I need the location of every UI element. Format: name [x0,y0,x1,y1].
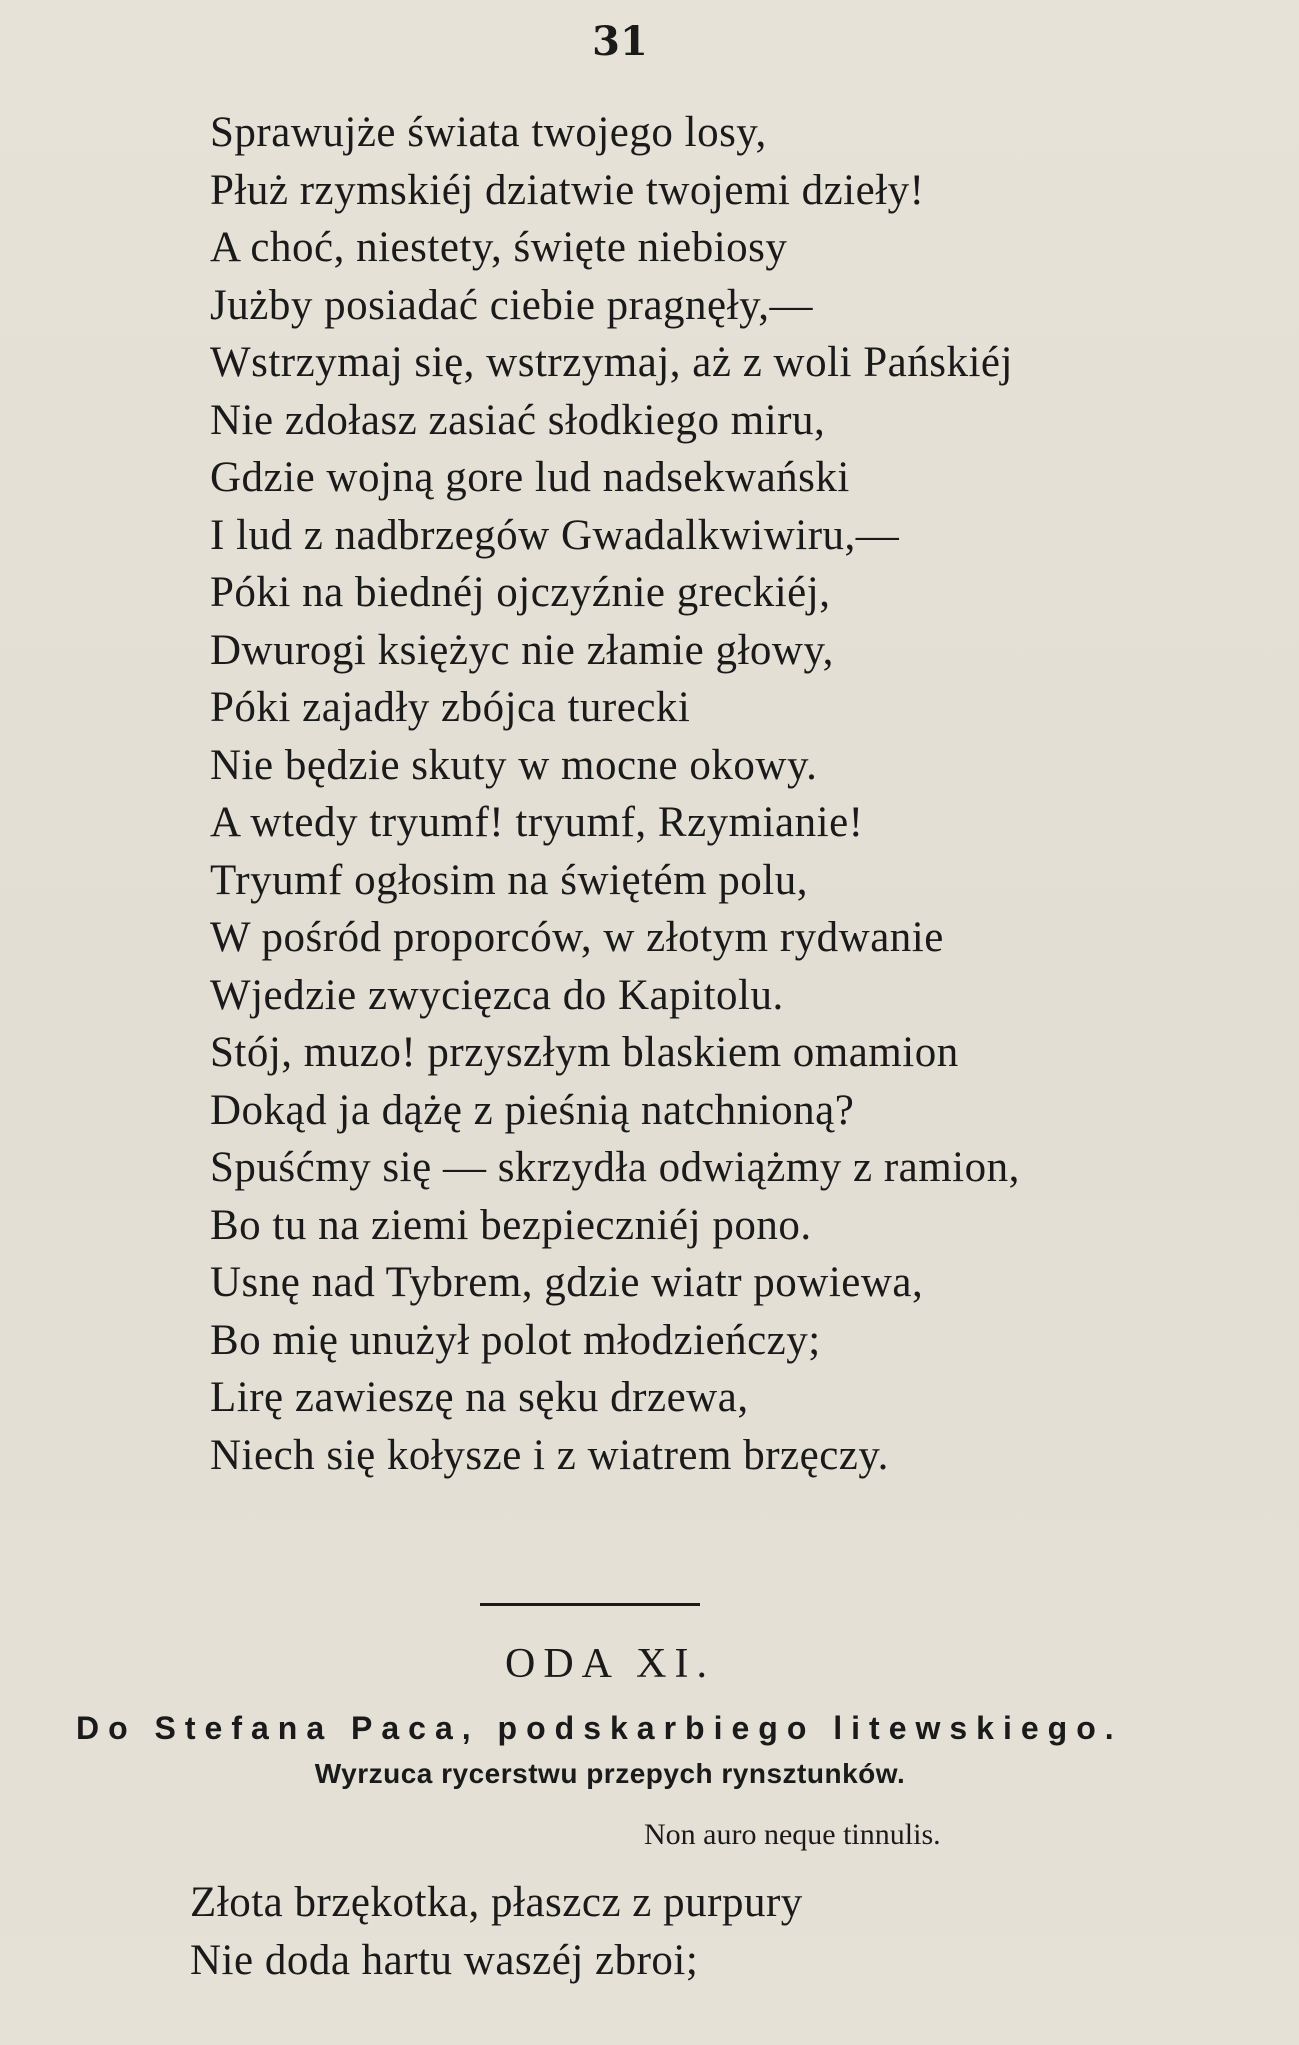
poem-line: Niech się kołysze i z wiatrem brzęczy. [210,1431,889,1479]
poem-line: Tryumf ogłosim na świętém polu, [210,856,808,904]
poem-line: Spuśćmy się — skrzydła odwiążmy z ramion, [210,1144,1020,1191]
ode-epigraph: Non auro neque tinnulis. [644,1818,941,1851]
ode-opening-lines [190,1874,803,1990]
ode-line: Nie doda hartu waszéj zbroi; [190,1937,699,1984]
poem-line: Jużby posiadać ciebie pragnęły,— [210,281,814,329]
poem-line: Dwurogi księżyc nie złamie głowy, [210,626,834,674]
poem-line: Wstrzymaj się, wstrzymaj, aż z woli Pańskiéj [210,339,1013,386]
poem-line: W pośród proporców, w złotym rydwanie [210,914,944,961]
poem-line: Gdzie wojną gore lud nadsekwański [210,454,850,501]
poem-line: A choć, niestety, święte niebiosy [210,224,788,271]
page-number: 31 [592,18,648,65]
poem-line: Stój, muzo! przyszłym blaskiem omamion [210,1029,959,1076]
poem-line: Usnę nad Tybrem, gdzie wiatr powiewa, [210,1259,924,1306]
poem-line: Wjedzie zwycięzca do Kapitolu. [210,971,784,1019]
poem-line: Bo tu na ziemi bezpieczniéj pono. [210,1201,812,1249]
poem-line: Lirę zawieszę na sęku drzewa, [210,1374,749,1421]
ode-dedication: Do Stefana Paca, podskarbiego litewskiego. [76,1710,1123,1746]
poem-line: Dokąd ja dążę z pieśnią natchnioną? [210,1086,855,1134]
poem-line: I lud z nadbrzegów Gwadalkwiwiru,— [210,511,900,559]
ode-title: ODA XI. [505,1641,715,1687]
poem-stanza-block [210,104,1270,1484]
poem-line: Póki zajadły zbójca turecki [210,684,691,731]
poem-line: Nie będzie skuty w mocne okowy. [210,741,818,789]
poem-line: Póki na biednéj ojczyźnie greckiéj, [210,569,831,616]
poem-line: Bo mię unużył polot młodzieńczy; [210,1316,821,1364]
poem-line: A wtedy tryumf! tryumf, Rzymianie! [210,799,864,846]
ode-subtitle: Wyrzuca rycerstwu przepych rynsztunków. [314,1758,906,1789]
ode-line: Złota brzękotka, płaszcz z purpury [190,1879,803,1926]
poem-line: Sprawujże świata twojego losy, [210,109,767,156]
section-divider [480,1603,700,1606]
poem-line: Nie zdołasz zasiać słodkiego miru, [210,396,826,444]
poem-line: Płuż rzymskiéj dziatwie twojemi dzieły! [210,166,925,214]
